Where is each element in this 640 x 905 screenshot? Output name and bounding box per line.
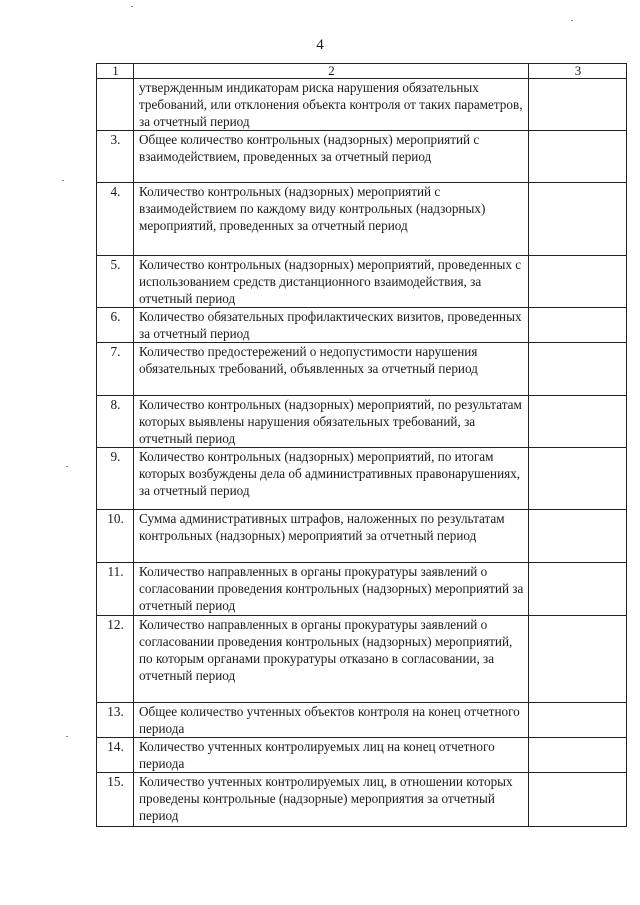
row-description: Количество предостережений о недопустимости нарушения обязательных требований, объявленных за отчетный период [134,343,529,396]
row-description: Общее количество контрольных (надзорных) мероприятий с взаимодействием, проведенных за отчетный период [134,131,529,183]
scan-speck [66,736,68,737]
row-value [529,343,627,396]
table-row [97,131,627,183]
row-value [529,510,627,563]
table-row [97,616,627,703]
row-number [97,79,134,131]
scan-speck [62,180,64,181]
row-description: Сумма административных штрафов, наложенных по результатам контрольных (надзорных) мероприятий за отчетный период [134,510,529,563]
scan-speck [571,20,573,21]
row-number: 15. [97,773,134,827]
row-value [529,183,627,256]
row-number: 13. [97,703,134,738]
scan-speck [131,6,133,7]
row-description: Количество направленных в органы прокуратуры заявлений о согласовании проведения контрольных (надзорных) мероприятий, по которым органами прокуратуры отказано в согласовании, за отчетный период [134,616,529,703]
indicators-table [96,63,627,827]
table-row [97,703,627,738]
row-description: Количество контрольных (надзорных) мероприятий, по результатам которых выявлены нарушения обязательных требований, за отчетный период [134,396,529,448]
table-row [97,563,627,616]
column-header-1: 1 [97,64,134,79]
row-value [529,131,627,183]
row-description: Количество учтенных контролируемых лиц на конец отчетного периода [134,738,529,773]
table-row [97,308,627,343]
row-number: 8. [97,396,134,448]
row-description: Количество обязательных профилактических визитов, проведенных за отчетный период [134,308,529,343]
row-description: утвержденным индикаторам риска нарушения обязательных требований, или отклонения объекта контроля от таких параметров, за отчетный период [134,79,529,131]
row-description: Количество учтенных контролируемых лиц, в отношении которых проведены контрольные (надзорные) мероприятия за отчетный период [134,773,529,827]
row-value [529,738,627,773]
page-number: 4 [316,37,324,53]
row-value [529,256,627,308]
row-value [529,79,627,131]
row-number: 11. [97,563,134,616]
row-number: 3. [97,131,134,183]
row-number: 14. [97,738,134,773]
row-value [529,308,627,343]
table-row [97,773,627,827]
row-number: 4. [97,183,134,256]
row-value [529,703,627,738]
row-description: Количество контрольных (надзорных) мероприятий, по итогам которых возбуждены дела об административных правонарушениях, за отчетный период [134,448,529,510]
row-number: 6. [97,308,134,343]
table-header-row [97,64,627,79]
row-number: 7. [97,343,134,396]
scan-speck [66,466,68,467]
row-value [529,448,627,510]
table-row [97,396,627,448]
table-row [97,738,627,773]
column-header-2: 2 [134,64,529,79]
row-value [529,563,627,616]
row-value [529,396,627,448]
row-description: Количество контрольных (надзорных) мероприятий с взаимодействием по каждому виду контрольных (надзорных) мероприятий, проведенных за отчетный период [134,183,529,256]
table-row [97,343,627,396]
table-row [97,183,627,256]
column-header-3: 3 [529,64,627,79]
row-description: Количество направленных в органы прокуратуры заявлений о согласовании проведения контрольных (надзорных) мероприятий за отчетный период [134,563,529,616]
row-number: 9. [97,448,134,510]
row-number: 10. [97,510,134,563]
row-number: 5. [97,256,134,308]
table-row [97,79,627,131]
table-row [97,448,627,510]
row-value [529,773,627,827]
table-row [97,510,627,563]
table-row [97,256,627,308]
row-description: Количество контрольных (надзорных) мероприятий, проведенных с использованием средств дистанционного взаимодействия, за отчетный период [134,256,529,308]
row-number: 12. [97,616,134,703]
row-description: Общее количество учтенных объектов контроля на конец отчетного периода [134,703,529,738]
row-value [529,616,627,703]
